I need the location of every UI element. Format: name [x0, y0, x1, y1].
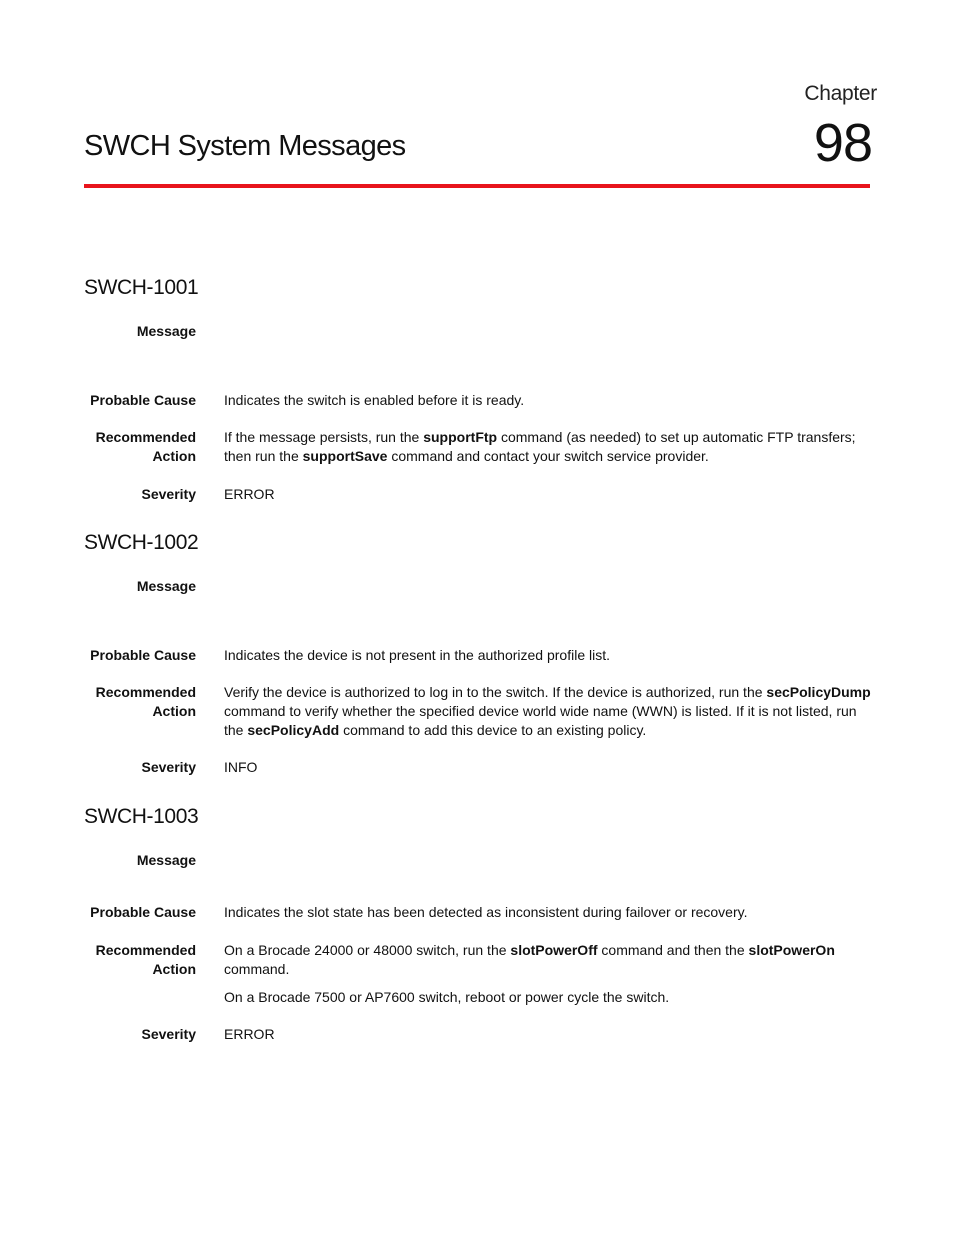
probable-cause-text: Indicates the device is not present in the authorized profile list. — [224, 647, 610, 663]
action-text: command and then the — [597, 942, 749, 958]
action-text: command (as needed) to set up automatic FTP transfers; then run the — [224, 429, 856, 464]
recommended-action-text — [224, 428, 872, 466]
label-line: Recommended — [95, 942, 196, 958]
label-line: Recommended — [95, 684, 196, 700]
action-text: command to verify whether the specified device world wide name (WWN) is listed. If it is not listed, run the — [224, 703, 857, 738]
probable-cause-text: Indicates the switch is enabled before it is ready. — [224, 392, 525, 408]
message-entry — [84, 276, 870, 506]
command-name: supportFtp — [423, 429, 498, 445]
action-text: If the message persists, run the — [224, 429, 424, 445]
command-name: supportSave — [302, 448, 388, 464]
severity-value: ERROR — [224, 1026, 275, 1042]
command-name: slotPowerOff — [510, 942, 598, 958]
message-label: Message — [136, 852, 196, 868]
label-line: Action — [152, 703, 196, 719]
entry-heading: SWCH-1003 — [84, 805, 199, 828]
message-entry — [84, 531, 870, 781]
recommended-action-label — [84, 428, 196, 466]
title-rule — [84, 184, 870, 188]
severity-label: Severity — [141, 1026, 196, 1042]
command-name: secPolicyAdd — [247, 722, 340, 738]
probable-cause-label: Probable Cause — [90, 392, 196, 408]
label-line: Action — [152, 961, 196, 977]
action-text: Verify the device is authorized to log in to the switch. If the device is authorized, run the — [224, 684, 767, 700]
recommended-action-text — [224, 683, 872, 740]
message-entry — [84, 805, 870, 1055]
action-text: command and contact your switch service provider. — [387, 448, 709, 464]
label-line: Recommended — [95, 429, 196, 445]
action-text: command to add this device to an existing policy. — [339, 722, 647, 738]
command-name: slotPowerOn — [748, 942, 835, 958]
message-label: Message — [136, 578, 196, 594]
probable-cause-label: Probable Cause — [90, 647, 196, 663]
action-text: On a Brocade 24000 or 48000 switch, run the — [224, 942, 511, 958]
entry-heading: SWCH-1002 — [84, 531, 199, 554]
recommended-action-label — [84, 683, 196, 721]
probable-cause-text: Indicates the slot state has been detected as inconsistent during failover or recovery. — [224, 904, 748, 920]
severity-value: INFO — [224, 759, 258, 775]
label-line: Action — [152, 448, 196, 464]
message-label: Message — [136, 323, 196, 339]
severity-label: Severity — [141, 759, 196, 775]
command-name: secPolicyDump — [766, 684, 871, 700]
chapter-number: 98 — [813, 113, 872, 173]
severity-value: ERROR — [224, 486, 275, 502]
severity-label: Severity — [141, 486, 196, 502]
probable-cause-label: Probable Cause — [90, 904, 196, 920]
entry-heading: SWCH-1001 — [84, 276, 199, 299]
recommended-action-label — [84, 941, 196, 979]
chapter-label: Chapter — [804, 82, 877, 105]
action-extra-text: On a Brocade 7500 or AP7600 switch, reboot or power cycle the switch. — [224, 989, 670, 1005]
page-title: SWCH System Messages — [84, 130, 406, 162]
action-text: command. — [224, 961, 290, 977]
recommended-action-text — [224, 941, 872, 1007]
